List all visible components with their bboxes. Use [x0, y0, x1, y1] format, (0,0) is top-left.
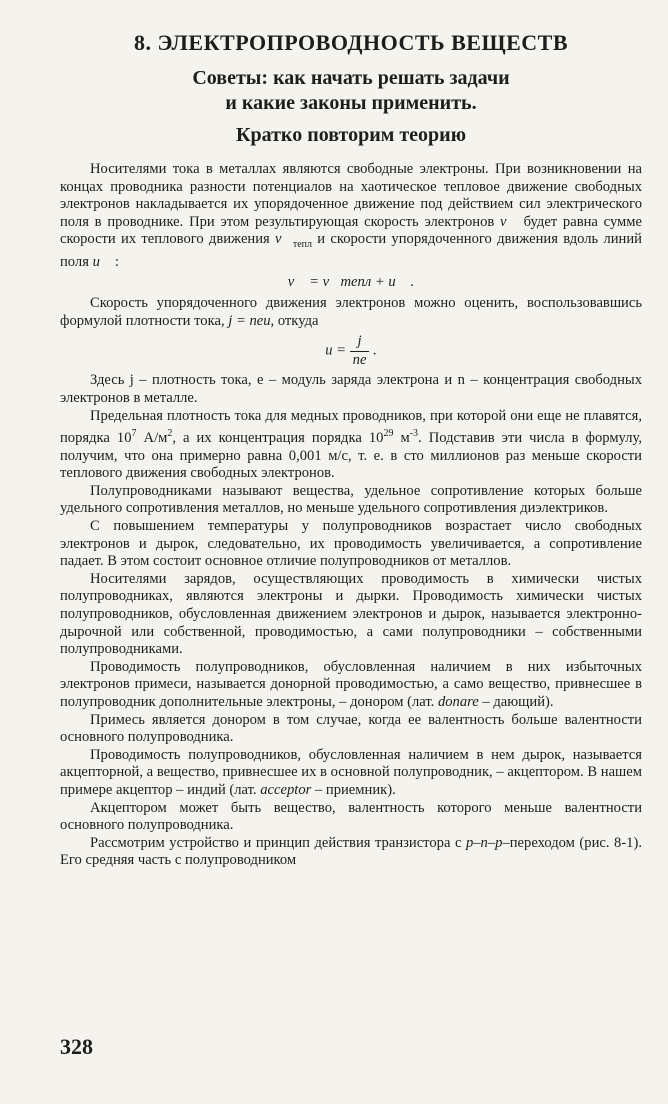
fraction-numerator: j [350, 333, 370, 352]
paragraph-12: Рассмотрим устройство и принцип действия транзистора с p–n–p–переходом (рис. 8-1). Его средняя часть с полупроводником [60, 834, 642, 869]
symbol-v: v⃗ [500, 213, 518, 230]
formula-velocity-sum: v⃗ = v⃗тепл + u⃗ . [287, 274, 415, 291]
paragraph-9: Примесь является донором в том случае, когда ее валентность больше валентности основного полупроводника. [60, 711, 642, 746]
paragraph-1: Носителями тока в металлах являются свободные электроны. При возникновении на концах проводника разности потенциалов на хаотическое тепловое движение свободных электронов накладывается их упорядоченное движение под действием сил электрического поля в проводнике. При этом результирующая скорость электронов v⃗ будет равна сумме скорости их теплового движения $v⃗_{тепл}$ и скорости упорядоченного движения вдоль линий поля u⃗ : [60, 161, 642, 270]
paragraph-11: Акцептором может быть вещество, валентность которого меньше валентности основного полупроводника. [60, 799, 642, 834]
subtitle-line-1: Советы: как начать решать задачи [192, 67, 510, 89]
formula-current-density: j = neu [228, 312, 271, 329]
section-title: Кратко повторим теорию [236, 124, 466, 146]
body-text [60, 161, 642, 870]
paragraph-8: Проводимость полупроводников, обусловленная наличием в них избыточных электронов примеси, называется донорной проводимостью, а само вещество, привнесшее в полупроводник дополнительные электроны, – донором (лат. donare – дающий). [60, 658, 642, 710]
paragraph-4: Предельная плотность тока для медных проводников, при которой они еще не плавятся, порядка $10^7$ $А/м^2$, а их концентрация порядка $10^{29}$ $м^{-3}$. Подставив эти числа в формулу, получим, что она примерно равна 0,001 м/с, т. е. в сто миллионов раз меньше скорости теплового движения свободных электронов. [60, 407, 642, 482]
symbol-u: u⃗ [92, 253, 112, 270]
formula-drift-velocity: u = $\frac{j}{ne}$ . [325, 333, 377, 368]
paragraph-7: Носителями зарядов, осуществляющих проводимость в химически чистых полупроводниках, являются электроны и дырки. Проводимость химически чистых полупроводников, обусловленная движением электронов и дырок, называется электронно-дырочной или собственной, проводимостью, а сами полупроводники – собственными полупроводниками. [60, 570, 642, 658]
paragraph-2: Скорость упорядоченного движения электронов можно оценить, воспользовавшись формулой плотности тока, j = neu, откуда [60, 295, 642, 329]
symbol-v-tepl: v⃗ [275, 231, 293, 248]
paragraph-10: Проводимость полупроводников, обусловленная наличием в нем дырок, называется акцепторной, а вещество, привнесшее их в основной полупроводник, – акцептором. В нашем примере акцептор – индий (лат. acceptor – приемник). [60, 746, 642, 798]
page-number: 328 [60, 1034, 93, 1059]
fraction [350, 333, 370, 369]
paragraph-3: Здесь j – плотность тока, e – модуль заряда электрона и n – концентрация свободных электронов в металле. [60, 372, 642, 407]
paragraph-6: С повышением температуры у полупроводников возрастает число свободных электронов и дырок, следовательно, их проводимость увеличивается, а сопротивление падает. В этом состоит основное отличие полупроводников от металлов. [60, 518, 642, 570]
paragraph-5: Полупроводниками называют вещества, удельное сопротивление которых больше удельного сопротивления металлов, но меньше удельного сопротивления диэлектриков. [60, 482, 642, 517]
subtitle-line-2: и какие законы применить. [225, 92, 477, 114]
fraction-denominator: ne [352, 351, 367, 368]
chapter-title: 8. ЭЛЕКТРОПРОВОДНОСТЬ ВЕЩЕСТВ [133, 30, 569, 55]
